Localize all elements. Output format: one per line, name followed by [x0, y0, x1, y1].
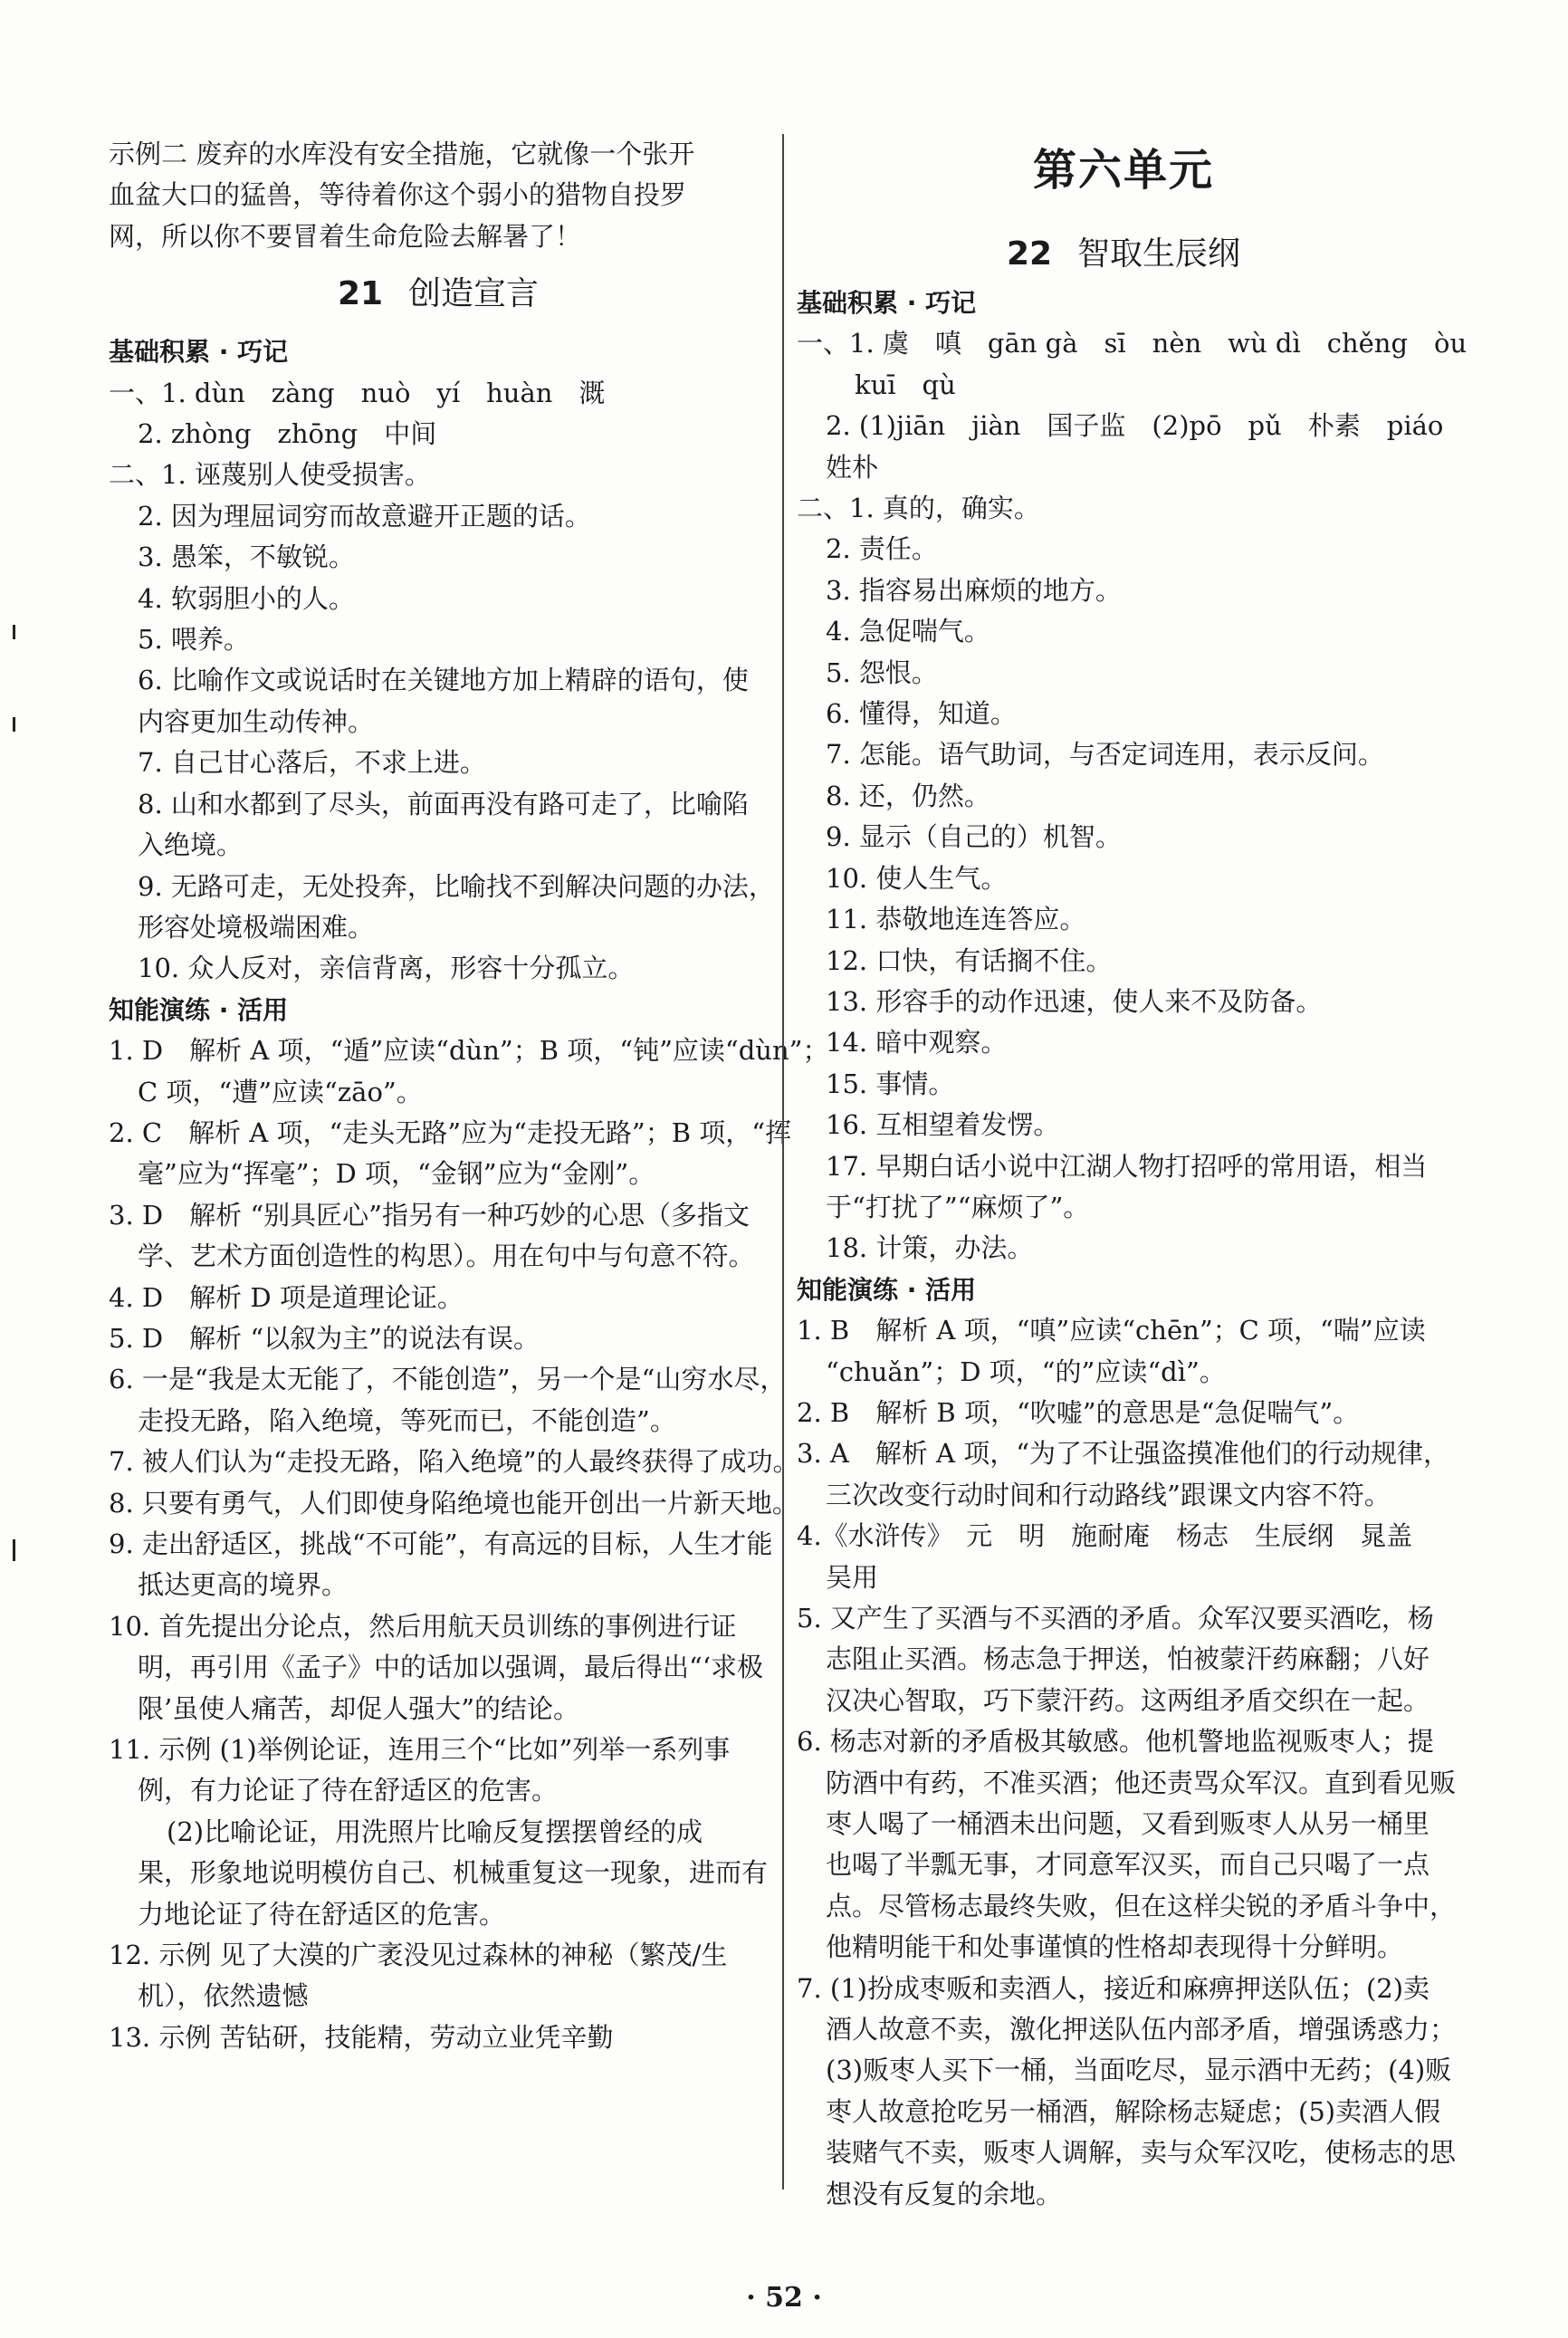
answer-line: 力地论证了待在舒适区的危害。	[138, 1898, 506, 1930]
lesson-number: 22	[1006, 235, 1053, 273]
lesson-title	[109, 266, 768, 322]
margin-mark	[13, 717, 15, 732]
section-heading: 基础积累 · 巧记	[797, 288, 977, 318]
answer-line: 限’虽使人痛苦，却促人强大”的结论。	[138, 1692, 580, 1724]
answer-line: 枣人故意抢吃另一桶酒，解除杨志疑虑；(5)卖酒人假	[826, 2095, 1441, 2127]
answer-line: 5. 喂养。	[138, 624, 250, 656]
answer-line: 1. D 解析 A 项，“遁”应读“dùn”；B 项，“钝”应读“dùn”；	[109, 1035, 829, 1067]
answer-line: 13. 形容手的动作迅速，使人来不及防备。	[826, 985, 1323, 1017]
answer-line: 明，再引用《孟子》中的话加以强调，最后得出“‘求极	[138, 1652, 764, 1683]
answer-line: 2. zhòng zhōng 中间	[138, 418, 437, 450]
answer-line: 5. D 解析 “以叙为主”的说法有误。	[109, 1322, 540, 1354]
answer-line: 2. B 解析 B 项，“吹嘘”的意思是“急促喘气”。	[797, 1396, 1360, 1428]
answer-line: 8. 还，仍然。	[826, 780, 990, 811]
answer-line: 装赌气不卖，贩枣人调解，卖与众军汉吃，使杨志的思	[826, 2137, 1457, 2169]
answer-line: 志阻止买酒。杨志急于押送，怕被蒙汗药麻翻；八好	[826, 1643, 1430, 1675]
answer-line: 内容更加生动传神。	[138, 705, 375, 737]
answer-line: 二、1. 真的，确实。	[797, 493, 1040, 524]
answer-line: 15. 事情。	[826, 1068, 955, 1099]
page-number: · 52 ·	[746, 2282, 822, 2314]
answer-line: 防酒中有药，不准买酒；他还责骂众军汉。直到看见贩	[826, 1767, 1457, 1798]
answer-line: 2. (1)jiān jiàn 国子监 (2)pō pǔ 朴素 piáo	[826, 410, 1444, 442]
answer-line: 机），依然遗憾	[138, 1980, 309, 2012]
answer-line: 一、1. dùn zàng nuò yí huàn 溉	[109, 377, 606, 408]
answer-line: 10. 众人反对，亲信背离，形容十分孤立。	[138, 953, 635, 984]
lesson-number: 21	[337, 275, 384, 313]
example-line: 示例二 废弃的水库没有安全措施，它就像一个张开	[109, 139, 695, 169]
answer-line: 8. 只要有勇气，人们即使身陷绝境也能开创出一片新天地。	[109, 1487, 798, 1519]
answer-line: 6. 懂得，知道。	[826, 698, 1017, 730]
section-heading: 知能演练 · 活用	[797, 1274, 977, 1305]
answer-line: 想没有反复的余地。	[826, 2178, 1063, 2209]
right-column	[797, 134, 1468, 2215]
answer-line: 9. 无路可走，无处投奔，比喻找不到解决问题的办法，	[138, 870, 775, 902]
answer-line: 5. 怨恨。	[826, 656, 938, 688]
lesson-name: 创造宣言	[408, 275, 540, 313]
answer-line: 二、1. 诬蔑别人使受损害。	[109, 459, 431, 491]
answer-line: 走投无路，陷入绝境，等死而已，不能创造”。	[138, 1404, 676, 1436]
unit-title: 第六单元	[1032, 145, 1214, 196]
answer-line: kuī qù	[855, 369, 956, 400]
margin-mark	[13, 1539, 15, 1561]
answer-line: 1. B 解析 A 项，“嗔”应读“chēn”；C 项，“喘”应读	[797, 1315, 1426, 1346]
answer-line: 11. 示例 (1)举例论证，连用三个“比如”列举一系列事	[109, 1734, 731, 1766]
answer-line: C 项，“遭”应读“zāo”。	[138, 1076, 423, 1107]
answer-line: 16. 互相望着发愣。	[826, 1109, 1060, 1141]
answer-line: 汉决心智取，巧下蒙汗药。这两组矛盾交织在一起。	[826, 1684, 1430, 1716]
example-line: 网，所以你不要冒着生命危险去解暑了！	[109, 220, 582, 252]
answer-line: 点。尽管杨志最终失败，但在这样尖锐的矛盾斗争中，	[826, 1890, 1457, 1921]
answer-line: 3. 愚笨，不敏锐。	[138, 541, 355, 573]
answer-line: 9. 显示（自己的）机智。	[826, 821, 1122, 853]
left-column	[109, 134, 829, 2058]
answer-line: 7. (1)扮成枣贩和卖酒人，接近和麻痹押送队伍；(2)卖	[797, 1972, 1430, 2004]
column-divider	[782, 134, 784, 2189]
answer-line: 一、1. 虞 嗔 gān gà sī nèn wù dì chěng òu	[797, 328, 1468, 359]
answer-line: 形容处境极端困难。	[138, 911, 375, 943]
answer-line: 他精明能干和处事谨慎的性格却表现得十分鲜明。	[826, 1931, 1404, 1963]
answer-line: 三次改变行动时间和行动路线”跟课文内容不符。	[826, 1479, 1391, 1510]
answer-line: 例，有力论证了待在舒适区的危害。	[138, 1775, 559, 1806]
answer-line: 7. 被人们认为“走投无路，陷入绝境”的人最终获得了成功。	[109, 1446, 799, 1478]
section-heading: 基础积累 · 巧记	[109, 337, 289, 368]
answer-line: 毫”应为“挥毫”；D 项，“金钢”应为“金刚”。	[138, 1158, 655, 1190]
example-line: 血盆大口的猛兽，等待着你这个弱小的猎物自投罗	[109, 179, 687, 211]
answer-line: 9. 走出舒适区，挑战“不可能”，有高远的目标，人生才能	[109, 1528, 773, 1559]
answer-line: 7. 怎能。语气助词，与否定词连用，表示反问。	[826, 739, 1384, 771]
answer-line: 13. 示例 苦钻研，技能精，劳动立业凭辛勤	[109, 2021, 614, 2053]
answer-line: 入绝境。	[138, 829, 244, 861]
answer-line: 18. 计策，办法。	[826, 1232, 1034, 1264]
answer-line: 酒人故意不卖，激化押送队伍内部矛盾，增强诱惑力；	[826, 2014, 1457, 2046]
answer-line: 2. C 解析 A 项，“走头无路”应为“走投无路”；B 项，“挥	[109, 1116, 792, 1148]
answer-line: 3. 指容易出麻烦的地方。	[826, 574, 1122, 606]
lesson-name: 智取生辰纲	[1077, 235, 1241, 273]
answer-line: 姓朴	[826, 451, 879, 483]
answer-line: 8. 山和水都到了尽头，前面再没有路可走了，比喻陷	[138, 788, 749, 819]
answer-line: 4.《水浒传》 元 明 施耐庵 杨志 生辰纲 晁盖	[797, 1520, 1413, 1552]
answer-line: 10. 首先提出分论点，然后用航天员训练的事例进行证	[109, 1610, 737, 1642]
lesson-title	[797, 226, 1450, 283]
answer-line: 2. 责任。	[826, 533, 938, 565]
answer-line: 7. 自己甘心落后，不求上进。	[138, 747, 486, 779]
answer-line: 6. 比喻作文或说话时在关键地方加上精辟的语句，使	[138, 665, 749, 696]
answer-line: “chuǎn”；D 项，“的”应读“dì”。	[826, 1356, 1226, 1387]
answer-line: 4. D 解析 D 项是道理论证。	[109, 1281, 464, 1313]
answer-line: 17. 早期白话小说中江湖人物打招呼的常用语，相当	[826, 1150, 1428, 1182]
section-heading: 知能演练 · 活用	[109, 994, 289, 1025]
answer-line: 吴用	[826, 1561, 879, 1593]
answer-line: 6. 杨志对新的矛盾极其敏感。他机警地监视贩枣人；提	[797, 1726, 1434, 1758]
answer-line: 枣人喝了一桶酒未出问题，又看到贩枣人从另一桶里	[826, 1808, 1430, 1840]
answer-line: 14. 暗中观察。	[826, 1027, 1008, 1059]
answer-line: (2)比喻论证，用洗照片比喻反复摆摆曾经的成	[167, 1816, 703, 1847]
answer-line: 果，形象地说明模仿自己、机械重复这一现象，进而有	[138, 1857, 769, 1889]
answer-line: 5. 又产生了买酒与不买酒的矛盾。众军汉要买酒吃，杨	[797, 1603, 1434, 1634]
margin-mark	[13, 625, 15, 639]
answer-line: 抵达更高的境界。	[138, 1569, 349, 1601]
answer-line: 3. A 解析 A 项，“为了不让强盗摸准他们的行动规律，	[797, 1438, 1450, 1470]
answer-line: 4. 急促喘气。	[826, 616, 990, 647]
answer-line: 于“打扰了”“麻烦了”。	[826, 1191, 1090, 1222]
answer-line: (3)贩枣人买下一桶，当面吃尽，显示酒中无药；(4)贩	[826, 2055, 1452, 2086]
answer-line: 也喝了半瓢无事，才同意军汉买，而自己只喝了一点	[826, 1849, 1430, 1881]
answer-line: 12. 口快，有话搁不住。	[826, 944, 1113, 976]
answer-line: 6. 一是“我是太无能了，不能创造”，另一个是“山穷水尽，	[109, 1364, 787, 1395]
answer-line: 2. 因为理屈词穷而故意避开正题的话。	[138, 500, 591, 532]
answer-line: 10. 使人生气。	[826, 862, 1008, 894]
answer-line: 4. 软弱胆小的人。	[138, 582, 355, 614]
answer-line: 3. D 解析 “别具匠心”指另有一种巧妙的心思（多指文	[109, 1199, 751, 1231]
answer-line: 11. 恭敬地连连答应。	[826, 904, 1086, 935]
answer-line: 学、艺术方面创造性的构思）。用在句中与句意不符。	[138, 1241, 755, 1272]
answer-line: 12. 示例 见了大漠的广袤没见过森林的神秘（繁茂/生	[109, 1940, 728, 1971]
